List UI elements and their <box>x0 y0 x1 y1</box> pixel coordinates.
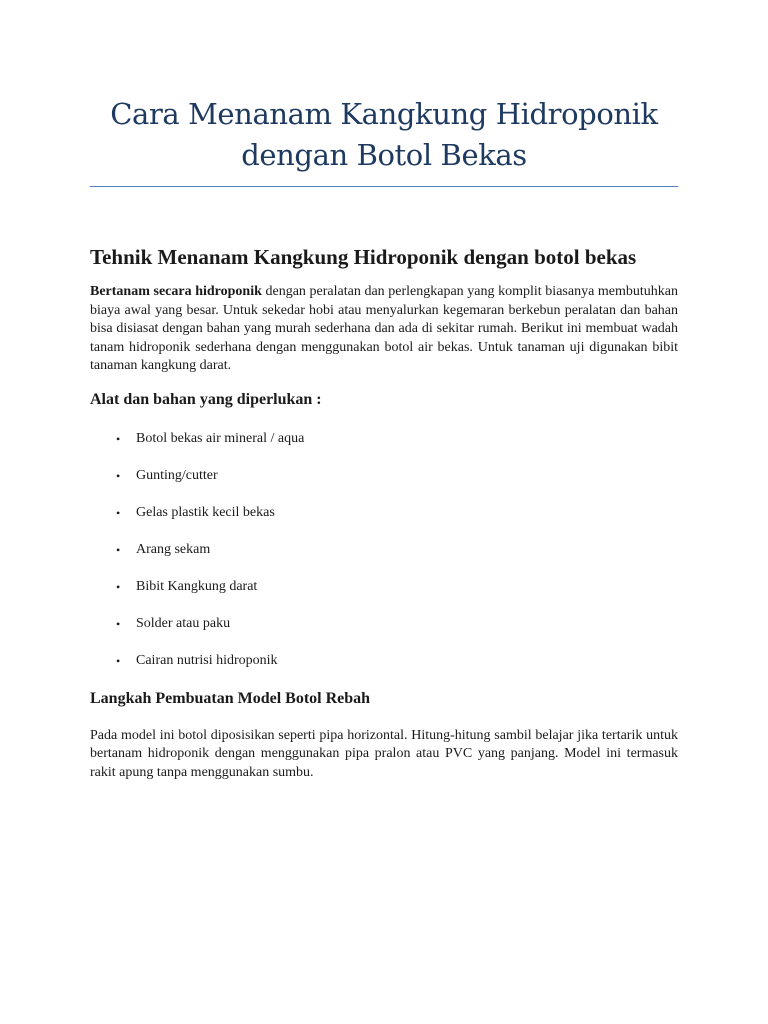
intro-paragraph <box>90 283 678 376</box>
materials-list <box>90 430 678 670</box>
bullet-icon: • <box>116 431 121 446</box>
intro-bold-lead: Bertanam secara hidroponik <box>90 284 262 299</box>
list-item-text: Bibit Kangkung darat <box>136 578 258 594</box>
bullet-icon: • <box>116 468 121 483</box>
list-item-text: Arang sekam <box>136 541 211 557</box>
intro-text: dengan peralatan dan perlengkapan yang komplit biasanya membutuhkan biaya awal yang besar. Untuk sekedar hobi atau menyalurkan kegemaran berkebun peralatan dan bahan bisa disiasat dengan bahan yang murah sederhana dan ada di sekitar rumah. Berikut ini membuat wadah tanam hidroponik sederhana dengan menggunakan botol air bekas. Untuk tanaman uji digunakan bibit tanaman kangkung darat. <box>90 284 678 373</box>
document-page <box>90 0 678 782</box>
list-item <box>90 430 678 448</box>
list-item <box>90 578 678 596</box>
document-title: Cara Menanam Kangkung Hidroponik dengan Botol Bekas <box>110 97 658 172</box>
bullet-icon: • <box>116 579 121 594</box>
list-item-text: Botol bekas air mineral / aqua <box>136 430 305 446</box>
list-item-text: Solder atau paku <box>136 615 231 631</box>
bullet-icon: • <box>116 505 121 520</box>
list-item-text: Gunting/cutter <box>136 467 218 483</box>
materials-heading: Alat dan bahan yang diperlukan : <box>90 390 322 408</box>
list-item <box>90 504 678 522</box>
section-heading: Tehnik Menanam Kangkung Hidroponik dengan botol bekas <box>90 245 637 269</box>
bullet-icon: • <box>116 653 121 668</box>
list-item <box>90 541 678 559</box>
list-item <box>90 467 678 485</box>
list-item-text: Cairan nutrisi hidroponik <box>136 652 278 668</box>
list-item <box>90 652 678 670</box>
steps-paragraph: Pada model ini botol diposisikan seperti pipa horizontal. Hitung-hitung sambil belajar jika tertarik untuk bertanam hidroponik dengan menggunakan pipa pralon atau PVC yang panjang. Model ini termasuk rakit apung tanpa menggunakan sumbu. <box>90 727 678 780</box>
list-item-text: Gelas plastik kecil bekas <box>136 504 275 520</box>
steps-heading: Langkah Pembuatan Model Botol Rebah <box>90 689 371 707</box>
bullet-icon: • <box>116 542 121 557</box>
bullet-icon: • <box>116 616 121 631</box>
list-item <box>90 615 678 633</box>
title-underline-divider <box>90 186 678 187</box>
